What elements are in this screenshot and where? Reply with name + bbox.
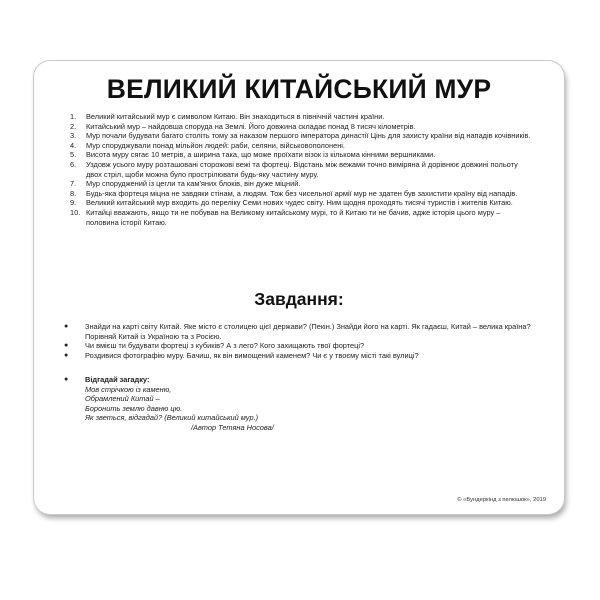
riddle-line: Боронить землю давню цю. <box>85 403 183 413</box>
item-number: 5. <box>70 150 77 160</box>
item-number: 6. <box>70 159 77 169</box>
worksheet-card <box>34 61 564 514</box>
item-text: Висота муру сягає 10 метрів, а ширина така, що може проїхати візок із кількома кінними вершниками. <box>86 150 436 160</box>
item-text: Великий китайський мур є символом Китаю. Він знаходиться в північній частині країни. <box>86 112 385 121</box>
item-text: Роздивися фотографію муру. Бачиш, як він вимощений каменем? Чи є у твоєму місті такі вулиці? <box>85 350 419 360</box>
item-text: Знайди на карті світу Китай. Яке місто є столицею цієї держави? (Пекін.) Знайди його на карті. Як гадаєш, Китай – велика країна? Порівняй Китай із Україною та з Росією. <box>85 322 531 341</box>
riddle-author: /Автор Тетяна Носова/ <box>191 422 274 432</box>
copyright-text: © «Вундеркінд з пелюшок», 2019 <box>457 497 546 503</box>
list-item <box>62 322 538 341</box>
tasks-title: Завдання: <box>254 289 344 309</box>
list-item <box>70 160 532 179</box>
item-text: Уздовж усього муру розташовані сторожові вежі та фортеці. Відстань між вежами точно виміряна й дорівнює довжині польоту двох стріл, щоби можна було прострілювати будь-яку частину муру. <box>86 159 518 179</box>
list-item <box>70 150 532 160</box>
item-text: Великий китайський мур входить до переліку Семи нових чудес світу. Ним щодня проходять тисячі туристів і жителів Китаю. <box>86 198 513 208</box>
item-number: 8. <box>70 188 77 198</box>
list-item <box>70 141 532 151</box>
item-number: 7. <box>70 179 77 189</box>
item-text: Мур споруджували понад мільйон людей: раби, селяни, військовополонені. <box>86 140 345 150</box>
list-item <box>70 122 532 132</box>
list-item <box>70 179 532 189</box>
facts-list <box>70 112 532 227</box>
item-text: Мур почали будувати багато століть тому за наказом першого імператора династії Цінь для захисту країни від нападів кочівників. <box>86 131 531 141</box>
item-number: 9. <box>70 198 77 208</box>
item-number: 4. <box>70 140 77 150</box>
item-text: Будь-яка фортеця міцна не завдяки стінам, а людям. Тож без чисельної армії мур не здатен був захистити країну від нападів. <box>86 188 518 198</box>
list-item <box>70 208 532 227</box>
item-number: 3. <box>70 131 77 141</box>
list-item <box>62 341 538 351</box>
riddle-heading: Відгадай загадку: <box>85 375 150 384</box>
riddle-line: Як зветься, відгадай? (Великий китайський мур.) <box>85 413 259 423</box>
riddle-line: Мов стрічкою із каменю, <box>85 384 172 394</box>
list-item <box>70 189 532 199</box>
item-text: Китайський мур – найдовша споруда на Землі. Його довжина складає понад 8 тисяч кілометрів. <box>86 121 416 131</box>
list-item <box>62 351 538 361</box>
bullet-icon: ● <box>64 351 69 359</box>
item-text: Мур споруджений із цегли та кам'яних блоків, він дуже міцний. <box>86 179 301 189</box>
item-number: 1. <box>70 112 77 121</box>
bullet-icon: ● <box>64 342 69 350</box>
page-title: ВЕЛИКИЙ КИТАЙСЬКИЙ МУР <box>106 74 492 104</box>
item-text: Чи вмієш ти будувати фортеці з кубиків? А з лего? Кого захищають твої фортеці? <box>85 341 365 351</box>
item-number: 10. <box>70 207 81 217</box>
bullet-icon: ● <box>64 323 69 330</box>
list-item <box>70 198 532 208</box>
list-item <box>70 112 532 122</box>
tasks-list <box>62 322 538 360</box>
item-text: Китайці вважають, якщо ти не побував на Великому китайському мурі, то й Китаю ти не бачив, адже історія цього муру – половина історії Китаю. <box>86 207 501 227</box>
riddle-block <box>62 375 538 433</box>
item-number: 2. <box>70 121 77 131</box>
list-item <box>70 131 532 141</box>
bullet-icon: ● <box>64 376 69 383</box>
riddle-line: Обрамлений Китай – <box>85 394 160 404</box>
riddle-content <box>62 375 538 433</box>
